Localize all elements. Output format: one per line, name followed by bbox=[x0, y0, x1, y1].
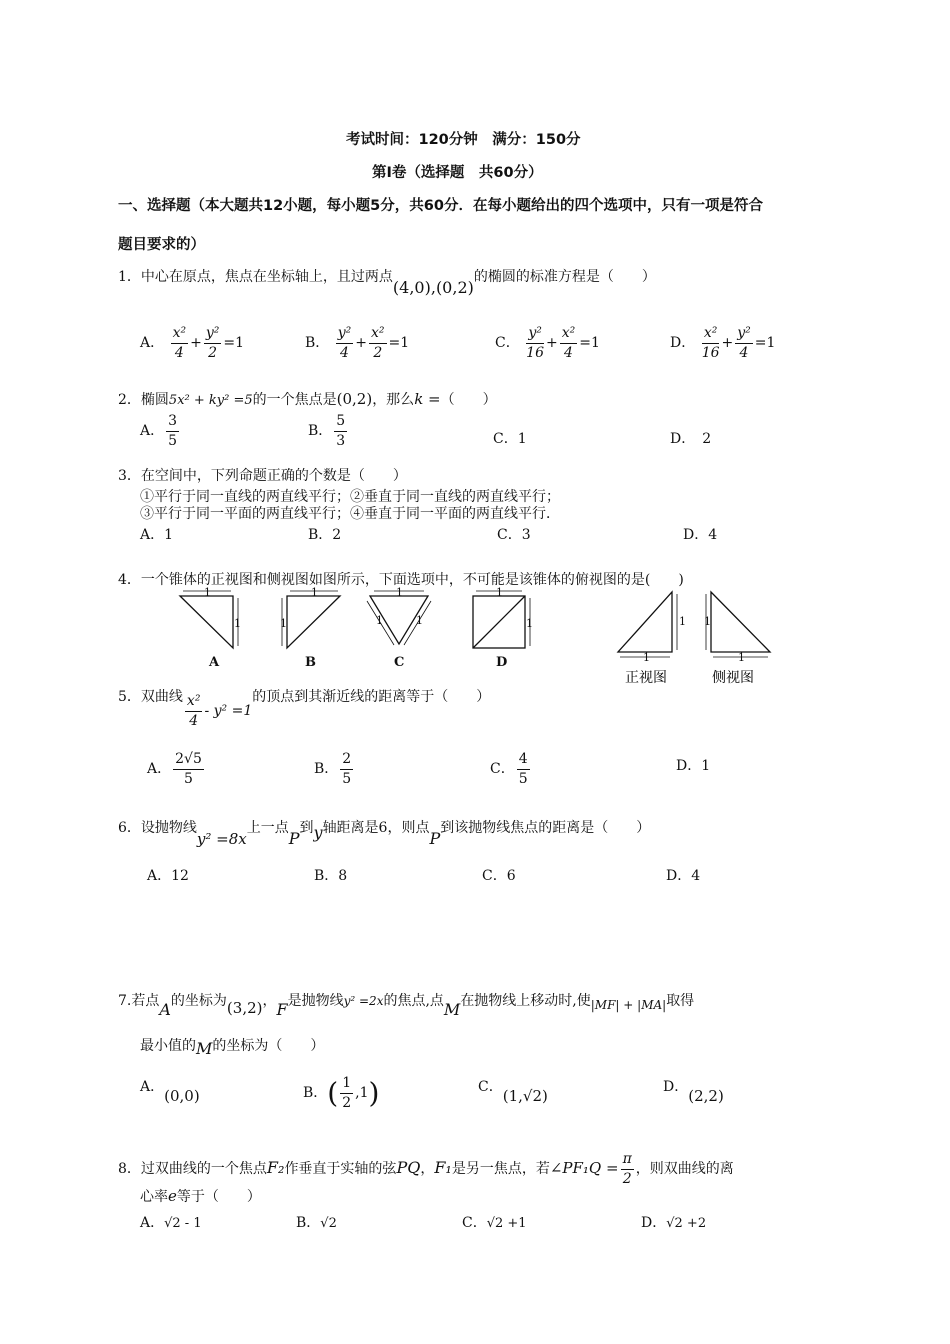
option-label: A． bbox=[147, 761, 172, 778]
question-number: 1． bbox=[118, 269, 141, 285]
question-text: 是抛物线 bbox=[287, 993, 344, 1009]
q1-option-a[interactable]: A． $\frac{\text{x²}}{4}$ + $\frac{\text{y²}}{2}$ =1 bbox=[140, 325, 244, 361]
question-text: 是另一焦点，若 bbox=[451, 1161, 550, 1178]
q7-option-a[interactable] bbox=[140, 1076, 200, 1105]
q5-option-a[interactable] bbox=[147, 752, 206, 786]
question-text: 的一个焦点是 bbox=[252, 392, 337, 408]
option-value: (0,0) bbox=[164, 1087, 200, 1105]
option-label: B． bbox=[314, 761, 339, 778]
question-text: 等于（ ） bbox=[176, 1189, 261, 1205]
question-text: （ ） bbox=[440, 392, 497, 408]
q6-option-d[interactable]: D．4 bbox=[666, 868, 701, 884]
question-number: 4． bbox=[118, 572, 141, 588]
fraction: $\frac{5}{3}$ bbox=[336, 413, 346, 449]
fraction: $\frac{\text{x²}}{4}$ bbox=[186, 693, 201, 729]
q6-option-a[interactable]: A．12 bbox=[147, 868, 189, 884]
question-text: ，则双曲线的离 bbox=[635, 1161, 734, 1178]
q8-option-b[interactable] bbox=[296, 1212, 337, 1232]
question-text: 的焦点,点 bbox=[383, 993, 444, 1009]
option-label: B． bbox=[303, 1085, 328, 1102]
q5-option-b[interactable] bbox=[314, 752, 355, 786]
equation: 5x² + ky² =5 bbox=[168, 393, 253, 408]
point-p: P bbox=[429, 829, 441, 848]
q3-statement-1: ①平行于同一直线的两直线平行；②垂直于同一直线的两直线平行； bbox=[140, 489, 560, 505]
option-value: √2 bbox=[320, 1216, 337, 1231]
question-text: ， bbox=[420, 1161, 435, 1178]
question-5 bbox=[118, 680, 491, 729]
question-text: 的坐标为 bbox=[170, 993, 227, 1009]
fraction: $\frac{1}{2}$ bbox=[342, 1075, 352, 1111]
question-6 bbox=[118, 817, 651, 848]
q3-option-c[interactable]: C．3 bbox=[497, 527, 531, 543]
point-a: A bbox=[159, 1000, 171, 1019]
coordinate: (3,2) bbox=[226, 999, 263, 1017]
question-number: 8． bbox=[118, 1161, 141, 1178]
option-label: C． bbox=[478, 1079, 503, 1095]
question-text: 过双曲线的一个焦点 bbox=[140, 1161, 267, 1178]
option-label: A． bbox=[140, 335, 165, 352]
option-label: A． bbox=[140, 1079, 165, 1095]
q1-option-c[interactable]: C． $\frac{\text{y²}}{16}$ + $\frac{\text{x²}}{4}$ =1 bbox=[495, 325, 600, 361]
option-label: D． bbox=[670, 335, 696, 352]
fraction: $\frac{\text{x²}}{16}$ bbox=[701, 325, 720, 361]
question-text: 的坐标为（ ） bbox=[212, 1038, 325, 1054]
option-value: √2 - 1 bbox=[164, 1216, 202, 1231]
front-view-shape bbox=[618, 592, 672, 652]
option-a-shape bbox=[180, 596, 233, 648]
dim-label: 1 bbox=[416, 614, 423, 627]
question-8 bbox=[118, 1152, 734, 1186]
q3-option-d[interactable]: D．4 bbox=[683, 527, 718, 543]
option-value: (2,2) bbox=[688, 1087, 724, 1105]
fraction: $\frac{2√5}{5}$ bbox=[175, 751, 202, 787]
q7-option-c[interactable] bbox=[478, 1076, 548, 1105]
dim-label: 1 bbox=[396, 586, 403, 599]
question-text: 最小值的 bbox=[140, 1038, 196, 1054]
dim-label: 1 bbox=[311, 586, 318, 599]
option-label: D． bbox=[641, 1215, 667, 1231]
fraction: $\frac{\text{x²}}{4}$ bbox=[561, 325, 576, 361]
variable-y: y bbox=[313, 823, 323, 842]
q7-option-b[interactable]: B．( $\frac{1}{2}$ ,1) bbox=[303, 1075, 380, 1111]
option-label: B． bbox=[296, 1215, 321, 1231]
question-text: 设抛物线 bbox=[140, 820, 197, 836]
fraction: $\frac{\text{y²}}{2}$ bbox=[205, 325, 220, 361]
volume-title: 第Ⅰ卷（选择题 共60分） bbox=[372, 165, 543, 181]
option-a-label[interactable]: A bbox=[209, 655, 220, 670]
question-number: 3． bbox=[118, 468, 141, 484]
option-value: (1,√2) bbox=[502, 1087, 548, 1105]
q2-option-d[interactable]: D． 2 bbox=[670, 431, 712, 447]
exam-info: 考试时间：120分钟 满分：150分 bbox=[346, 132, 581, 148]
dim-label: 1 bbox=[679, 615, 686, 628]
question-text: 椭圆 bbox=[140, 392, 169, 408]
q6-option-b[interactable]: B．8 bbox=[314, 868, 348, 884]
equation: y² =2x bbox=[343, 994, 384, 1008]
option-b-label[interactable]: B bbox=[305, 655, 316, 670]
option-label: C． bbox=[462, 1215, 487, 1231]
question-text: 的椭圆的标准方程是（ ） bbox=[473, 269, 656, 285]
front-view-label: 正视图 bbox=[625, 670, 667, 686]
dim-label: 1 bbox=[376, 614, 383, 627]
option-c-label[interactable]: C bbox=[394, 655, 405, 670]
q3-option-b[interactable]: B．2 bbox=[308, 527, 342, 543]
option-label: C． bbox=[490, 761, 515, 778]
option-label: D． bbox=[663, 1079, 689, 1095]
question-text: 到 bbox=[299, 820, 314, 836]
option-value: √2 +2 bbox=[666, 1216, 707, 1231]
fraction: $\frac{\text{y²}}{4}$ bbox=[337, 325, 352, 361]
question-text: 轴距离是6，则点 bbox=[322, 820, 430, 836]
question-text: 到该抛物线焦点的距离是（ ） bbox=[440, 820, 651, 836]
focus-f1: F₁ bbox=[434, 1158, 452, 1178]
option-b-shape bbox=[287, 596, 340, 648]
point-f: F bbox=[276, 1000, 288, 1019]
q6-option-c[interactable]: C．6 bbox=[482, 868, 516, 884]
focus-f2: F₂ bbox=[266, 1158, 285, 1178]
fraction: $\frac{\text{y²}}{4}$ bbox=[737, 325, 751, 361]
section-instructions-cont: 题目要求的） bbox=[118, 237, 205, 253]
side-view-label: 侧视图 bbox=[712, 670, 754, 686]
q1-option-b[interactable]: B． $\frac{\text{y²}}{4}$ + $\frac{\text{x²}}{2}$ =1 bbox=[305, 325, 410, 361]
question-7: 7.若点A的坐标为(3,2)，F是抛物线y² =2x的焦点,点M在抛物线上移动时,使|MF| + |MA|取得 bbox=[118, 993, 695, 1019]
q5-option-c[interactable] bbox=[490, 752, 532, 786]
point-m: M bbox=[443, 1000, 461, 1019]
side-view-shape bbox=[711, 592, 770, 652]
question-text: 的顶点到其渐近线的距离等于（ ） bbox=[252, 689, 491, 706]
dim-label: 1 bbox=[234, 617, 241, 630]
fraction: $\frac{3}{5}$ bbox=[168, 413, 178, 449]
question-7-cont bbox=[140, 1035, 325, 1058]
dim-label: 1 bbox=[704, 615, 711, 628]
angle-expression: ∠PF₁Q = bbox=[549, 1159, 619, 1178]
dim-label: 1 bbox=[496, 586, 503, 599]
question-text: 心率 bbox=[140, 1189, 168, 1205]
question-text: 上一点 bbox=[246, 820, 289, 836]
question-text: 若点 bbox=[131, 993, 160, 1009]
q3-option-a[interactable]: A．1 bbox=[140, 527, 174, 543]
question-text: 中心在原点，焦点在坐标轴上，且过两点 bbox=[140, 269, 393, 285]
dim-label: 1 bbox=[526, 617, 533, 630]
dim-label: 1 bbox=[280, 617, 287, 630]
question-text: 双曲线 bbox=[140, 689, 183, 706]
expression: |MF| + |MA| bbox=[590, 998, 667, 1012]
fraction: $\frac{\text{y²}}{16}$ bbox=[526, 325, 544, 361]
option-label: B． bbox=[308, 423, 333, 440]
equation: y² =8x bbox=[196, 830, 247, 848]
option-label: C． bbox=[495, 335, 520, 352]
q1-option-d[interactable]: D． $\frac{\text{x²}}{16}$ + $\frac{\text{y²}}{4}$ =1 bbox=[670, 325, 776, 361]
question-text: 取得 bbox=[666, 993, 695, 1009]
section-instructions: 一、选择题（本大题共12小题，每小题5分，共60分．在每小题给出的四个选项中，只有一项是符合 bbox=[118, 198, 763, 214]
q7-option-d[interactable] bbox=[663, 1076, 724, 1105]
question-text: ，那么 bbox=[372, 392, 415, 408]
option-label: A． bbox=[140, 423, 165, 440]
question-text: 作垂直于实轴的弦 bbox=[284, 1161, 397, 1178]
fraction: $\frac{\text{x²}}{4}$ bbox=[172, 325, 187, 361]
option-d-label[interactable]: D bbox=[496, 655, 508, 670]
equation: - y² =1 bbox=[204, 703, 253, 720]
dim-label: 1 bbox=[738, 651, 745, 664]
question-8-cont bbox=[140, 1186, 261, 1206]
question-number: 5． bbox=[118, 689, 141, 706]
variable-e: e bbox=[168, 1187, 177, 1205]
point-p: P bbox=[288, 829, 300, 848]
q3-statement-2: ③平行于同一平面的两直线平行；④垂直于同一平面的两直线平行． bbox=[140, 506, 560, 522]
q8-option-a[interactable] bbox=[140, 1212, 202, 1232]
question-text: 在空间中，下列命题正确的个数是（ ） bbox=[140, 468, 407, 484]
question-text: 一个锥体的正视图和侧视图如图所示，下面选项中，不可能是该锥体的俯视图的是( ) bbox=[140, 572, 684, 588]
fraction: $\frac{4}{5}$ bbox=[518, 751, 528, 787]
question-number: 6． bbox=[118, 820, 141, 836]
option-value: √2 +1 bbox=[486, 1216, 527, 1231]
option-value: ,1 bbox=[355, 1085, 369, 1102]
q5-option-d[interactable]: D．1 bbox=[676, 758, 711, 774]
points: (4,0),(0,2) bbox=[392, 278, 474, 297]
q8-option-c[interactable] bbox=[462, 1212, 527, 1232]
option-label: A． bbox=[140, 1215, 165, 1231]
variable-k: k = bbox=[414, 390, 441, 408]
question-number: 7. bbox=[118, 993, 132, 1009]
fraction: $\frac{\text{x²}}{2}$ bbox=[371, 325, 385, 361]
q8-option-d[interactable] bbox=[641, 1212, 706, 1232]
question-number: 2． bbox=[118, 392, 141, 408]
chord-pq: PQ bbox=[396, 1158, 421, 1178]
fraction: $\frac{\pi}{2}$ bbox=[622, 1151, 632, 1187]
fraction: $\frac{2}{5}$ bbox=[342, 751, 352, 787]
point-m: M bbox=[196, 1039, 213, 1058]
focus: (0,2) bbox=[336, 390, 373, 408]
question-text: 在抛物线上移动时,使 bbox=[460, 993, 591, 1009]
dim-label: 1 bbox=[643, 651, 650, 664]
q2-option-c[interactable]: C．1 bbox=[493, 431, 527, 447]
option-label: B． bbox=[305, 335, 330, 352]
dim-label: 1 bbox=[204, 586, 211, 599]
